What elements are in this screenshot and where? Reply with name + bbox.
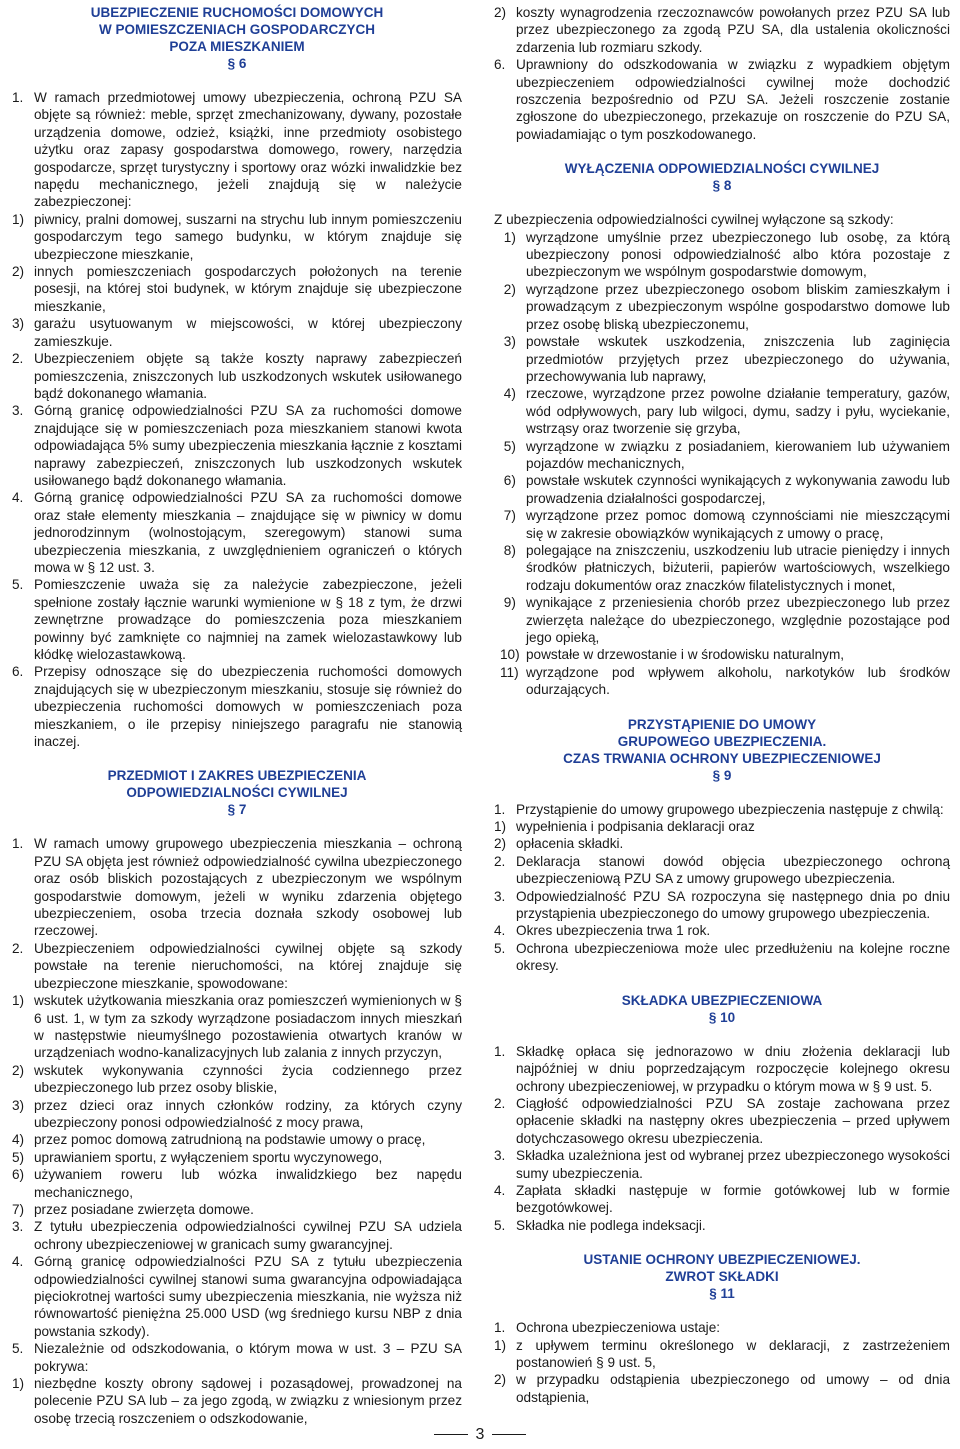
list-item [12,402,462,489]
sub-list-item [494,818,950,835]
item-number: 4. [12,490,24,506]
item-text: Deklaracja stanowi dowód objęcia ubezpieczonego ochroną ubezpieczeniową PZU SA z umowy grupowego ubezpieczenia. [516,853,950,887]
heading-line: USTANIE OCHRONY UBEZPIECZENIOWEJ. [583,1252,861,1268]
section-10-heading [494,992,950,1026]
list-item [12,89,462,211]
item-number: 6) [500,473,516,489]
section-9-heading [494,716,950,784]
item-number: 2. [12,351,24,367]
item-text: niezbędne koszty obrony sądowej i pozasądowej, prowadzonej na polecenie PZU SA lub – za jego zgodą, w związku z wniesionym przez osobę trzecią roszczeniem o odszkodowanie, [34,1376,462,1426]
item-text: wskutek wykonywania czynności życia codziennego przez ubezpieczonego lub przez osoby bliskie, [34,1062,462,1096]
item-text: innych pomieszczeniach gospodarczych położonych na terenie posesji, na której stoi budynek, w którym znajduje się ubezpieczone mieszkanie, [34,264,462,314]
item-text: Górną granicę odpowiedzialności PZU SA za ruchomości domowe oraz stałe elementy mieszkania – znajdujące się w piwnicy w domu jednorodzinnym (wolnostojącym, szeregowym) stanowi suma ubezpieczenia mieszkania, z uwzględnieniem ograniczeń o których mowa w § 12 ust. 3. [34,490,462,575]
item-text: wyrządzone pod wpływem alkoholu, narkotyków lub środków odurzających. [526,664,950,698]
item-number: 5. [12,577,24,593]
item-text: przez pomoc domową zatrudnioną na podstawie umowy o pracę, [34,1132,426,1148]
item-text: Składkę opłaca się jednorazowo w dniu złożenia deklaracji lub najpóźniej w dniu poprzedzającym rozpoczęcie kolejnego okresu ochrony ubezpieczeniowej, w przypadku o którym mowa w § 9 ust. 5. [516,1043,950,1094]
item-number: 1) [494,1337,507,1353]
item-number: 7) [500,508,516,524]
section-8-body [494,229,950,699]
item-text: Składka nie podlega indeksacji. [516,1217,706,1233]
sub-list-item [12,315,462,350]
heading-line: CZAS TRWANIA OCHRONY UBEZPIECZENIOWEJ [563,750,881,766]
item-text: Górną granicę odpowiedzialności PZU SA z tytułu ubezpieczenia odpowiedzialności cywilnej stanowi suma gwarancyjna odpowiadająca pięciokrotnej wartości sumy ubezpieczenia mieszkania, nie wyższa niż równowartość pieniężna 25.000 USD (wg średniego kursu NBP z dnia powstania szkody). [34,1254,462,1339]
heading-line: ODPOWIEDZIALNOŚCI CYWILNEJ [126,785,348,801]
heading-line: PRZEDMIOT I ZAKRES UBEZPIECZENIA [107,768,367,784]
list-item [12,1218,462,1253]
item-text: w przypadku odstąpienia ubezpieczonego od umowy – od dnia odstąpienia, [516,1372,950,1405]
item-text: Odpowiedzialność PZU SA rozpoczyna się następnego dnia po dniu przystąpienia ubezpieczonego do umowy grupowego ubezpieczenia. [516,888,950,922]
list-item [494,1043,950,1095]
list-item [494,801,950,818]
item-number: 8) [500,542,516,558]
sub-list-item [494,835,950,852]
item-number: 5. [494,1217,506,1233]
page-number-text: 3 [475,1426,485,1443]
list-item [494,229,950,281]
list-item [494,646,950,663]
heading-line: GRUPOWEGO UBEZPIECZENIA. [617,733,827,749]
item-number: 6. [12,664,24,680]
item-number: 7) [12,1201,25,1217]
item-text: Przystąpienie do umowy grupowego ubezpieczenia następuje z chwilą: [516,801,944,817]
list-item [494,1095,950,1147]
item-number: 3) [12,1097,25,1113]
item-number: 10) [500,647,520,663]
heading-line: § 11 [709,1286,735,1302]
sub-list-item [494,1371,950,1406]
item-number: 2. [494,853,506,869]
item-text: W ramach umowy grupowego ubezpieczenia mieszkania – ochroną PZU SA objęta jest również odpowiedzialność cywilna ubezpieczonego oraz osób bliskich pozostających z ubezpieczonym we wspólnym gospodarstwie domowym, jeżeli w wyniku zdarzenia objętego ubezpieczeniem, osoba trzecia doznała szkody osobowej lub rzeczowej. [34,836,462,939]
item-number: 3) [500,334,516,350]
page-number [0,1426,960,1444]
sub-list-item [12,263,462,315]
sub-list-item [12,211,462,263]
section-11-body [494,1319,950,1406]
list-item [494,56,950,143]
sub-list-item [12,1375,462,1427]
sub-list-item [494,4,950,56]
item-text: koszty wynagrodzenia rzeczoznawców powołanych przez PZU SA lub przez ubezpieczonego za zgodą PZU SA, dla ustalenia okoliczności zdarzenia lub rozmiaru szkody. [516,5,950,55]
item-number: 3) [12,316,25,332]
sub-list-item [12,1166,462,1201]
list-item [12,940,462,992]
list-item [494,281,950,333]
item-number: 2) [494,836,507,852]
heading-line: § 6 [227,56,247,71]
item-number: 2. [494,1095,506,1111]
item-number: 2. [12,940,24,956]
item-text: opłacenia składki. [516,836,624,852]
section-7-heading [12,767,462,818]
sub-list-item [12,1149,462,1166]
item-number: 4. [12,1254,24,1270]
item-text: Pomieszczenie uważa się za należycie zabezpieczone, jeżeli spełnione zostały łącznie warunki wymienione w § 18 z tym, że drzwi zewnętrzne prowadzące do pomieszczenia poza mieszkaniem powinny być zamknięte co najmniej na zamek wielozastawkowy lub kłódkę wielozastawkową. [34,577,462,662]
item-text: wypełnienia i podpisania deklaracji oraz [516,819,755,835]
footer-rule-right [492,1434,526,1435]
list-item [494,507,950,542]
section-7-body [12,835,462,1427]
item-number: 3. [12,403,24,419]
item-text: wynikające z przeniesienia chorób przez ubezpieczonego lub przez zwierzęta należące do ubezpieczonego, względnie pozostające pod jego opieką, [526,595,950,645]
left-column [12,4,462,1427]
list-item [494,542,950,594]
item-number: 2) [494,5,507,20]
heading-line: § 8 [712,178,732,194]
item-number: 2) [500,281,516,297]
item-number: 9) [500,595,516,611]
section-11-heading [494,1251,950,1302]
heading-line: § 10 [708,1009,736,1025]
section-6-heading [12,4,462,72]
list-item [12,1340,462,1375]
list-item [12,350,462,402]
item-number: 1) [494,819,507,835]
heading-line: POZA MIESZKANIEM [169,39,305,54]
item-number: 4) [500,386,516,402]
item-text: piwnicy, pralni domowej, suszarni na strychu lub innym pomieszczeniu gospodarczym tego samego budynku, w którym znajduje się ubezpieczone mieszkanie, [34,211,462,262]
item-number: 4. [494,1182,506,1198]
list-item [494,888,950,923]
item-number: 1. [12,90,24,105]
list-item [12,1253,462,1340]
item-text: wyrządzone przez pomoc domową czynnościami nie mieszczącymi się w zakresie obowiązków wynikających z umowy o pracę, [526,508,950,541]
heading-line: SKŁADKA UBEZPIECZENIOWA [621,992,823,1008]
item-number: 1) [12,993,25,1009]
item-text: rzeczowe, wyrządzone przez powolne działanie temperatury, gazów, wód odpływowych, pary lub wilgoci, dymu, sadzy i pyłu, wyciekanie, wstrząsy oraz tworzenie się grzyba, [526,386,950,437]
item-text: Ochrona ubezpieczeniowa ustaje: [516,1320,721,1336]
heading-line: § 7 [227,802,247,818]
right-column [494,4,950,1406]
item-text: uprawianiem sportu, z wyłączeniem sportu wyczynowego, [34,1149,383,1165]
list-item [12,576,462,663]
list-item [494,1319,950,1336]
item-text: Ubezpieczeniem objęte są także koszty naprawy zabezpieczeń pomieszczenia, zniszczonych lub uszkodzonych wskutek usiłowanego bądź dokonanego włamania. [34,351,462,401]
sub-list-item [12,1201,462,1218]
section-7-continued [494,4,950,143]
footer-rule-left [434,1434,468,1435]
item-text: Okres ubezpieczenia trwa 1 rok. [516,923,711,939]
heading-line: UBEZPIECZENIE RUCHOMOŚCI DOMOWYCH [90,5,384,20]
item-text: wyrządzone w związku z posiadaniem, kierowaniem lub używaniem pojazdów mechanicznych, [526,438,950,471]
section-9-body [494,801,950,975]
section-8-intro: Z ubezpieczenia odpowiedzialności cywilnej wyłączone są szkody: [494,212,894,228]
item-number: 5) [12,1149,25,1165]
heading-line: § 9 [712,767,732,783]
item-number: 5. [494,940,506,956]
section-8-heading [494,160,950,194]
item-text: Ciągłość odpowiedzialności PZU SA zostaje zachowana przez opłacenie składki na następny okres ubezpieczenia – przed upływem dotychczasowego okresu ubezpieczenia. [516,1095,950,1146]
item-text: przez dzieci oraz innych członków rodziny, za których czyny ubezpieczony ponosi odpowiedzialność z mocy prawa, [34,1097,462,1130]
sub-list-item [12,1062,462,1097]
item-text: Ubezpieczeniem odpowiedzialności cywilnej objęte są szkody powstałe na terenie nieruchomości, na której znajduje się ubezpieczone mieszkanie, spowodowane: [34,940,462,991]
item-number: 1. [494,1320,506,1336]
item-number: 6) [12,1167,25,1183]
item-number: 1. [494,801,506,817]
item-text: wskutek użytkowania mieszkania oraz pomieszczeń wymienionych w § 6 ust. 1, w tym za szkody wyrządzone posiadaczom innych mieszkań w następstwie nieumyślnego pozostawienia otwartych kranów w urządzeniach wodno-kanalizacyjnych lub zalania z innych przyczyn, [34,993,462,1061]
list-item [494,664,950,699]
item-text: Zapłata składki następuje w formie gotówkowej lub w formie bezgotówkowej. [516,1182,950,1216]
sub-list-item [12,1131,462,1148]
item-number: 11) [500,664,519,680]
item-number: 1) [12,1376,25,1392]
item-number: 2) [494,1372,507,1388]
list-item [12,835,462,939]
item-text: garażu usytuowanym w miejscowości, w której ubezpieczony zamieszkuje. [34,316,462,349]
section-10-body [494,1043,950,1234]
item-text: Niezależnie od odszkodowania, o którym mowa w ust. 3 – PZU SA pokrywa: [34,1341,462,1374]
item-number: 1. [494,1043,506,1059]
item-text: Z tytułu ubezpieczenia odpowiedzialności cywilnej PZU SA udziela ochrony ubezpieczeniowej w granicach sumy gwarancyjnej. [34,1219,462,1252]
item-number: 2) [12,1062,25,1078]
item-text: Ochrona ubezpieczeniowa może ulec przedłużeniu na kolejne roczne okresy. [516,940,950,974]
item-text: powstałe wskutek uszkodzenia, zniszczenia lub zaginięcia przedmiotów przyjętych przez ubezpieczonego do używania, przechowywania lub naprawy, [526,334,950,384]
item-number: 4. [494,923,506,939]
item-text: Składka uzależniona jest od wybranej przez ubezpieczonego wysokości sumy ubezpieczenia. [516,1148,950,1181]
sub-list-item [494,1337,950,1372]
list-item [494,333,950,385]
list-item [494,853,950,888]
item-number: 6. [494,57,506,73]
heading-line: PRZYSTĄPIENIE DO UMOWY [627,716,817,732]
list-item [12,489,462,576]
item-number: 5) [500,438,516,454]
list-item [494,438,950,473]
list-item [494,1147,950,1182]
heading-line: WYŁĄCZENIA ODPOWIEDZIALNOŚCI CYWILNEJ [564,161,880,177]
item-text: powstałe wskutek czynności wynikających z wykonywania zawodu lub prowadzenia działalności gospodarczej, [526,473,950,506]
item-text: z upływem terminu określonego w deklaracji, z zastrzeżeniem postanowień § 9 ust. 5, [516,1337,950,1370]
list-item [494,472,950,507]
list-item [494,940,950,975]
item-number: 5. [12,1341,24,1357]
item-text: W ramach przedmiotowej umowy ubezpieczenia, ochroną PZU SA objęte są również: meble, sprzęt zmechanizowany, dywany, pozostałe urządzenia domowe, odzież, książki, inne przedmioty osobistego użytku oraz zapasy gospodarstwa domowego, rowery, narzędzia gospodarcze, sprzęt turystyczny i sportowy oraz wózki inwalidzkie bez napędu mechanicznego, jeżeli znajdują się w należycie zabezpieczonej: [34,90,462,210]
item-text: wyrządzone przez ubezpieczonego osobom bliskim zamieszkałym i prowadzącym z ubezpieczonym wspólne gospodarstwo domowe lub przez osobę bliską ubezpieczonemu, [526,281,950,332]
item-number: 1) [500,229,516,245]
list-item [494,1182,950,1217]
list-item [494,594,950,646]
item-number: 4) [12,1132,25,1148]
sub-list-item [12,992,462,1062]
heading-line: W POMIESZCZENIACH GOSPODARCZYCH [98,22,375,37]
section-6-body [12,89,462,750]
item-text: Górną granicę odpowiedzialności PZU SA za ruchomości domowe znajdujące się w pomieszczeniach poza mieszkaniem stanowi kwota odpowiadająca 5% sumy ubezpieczenia mieszkania łącznie z kosztami naprawy zabezpieczeń, zniszczonych lub uszkodzonych wskutek usiłowanego bądź dokonanego włamania. [34,403,462,488]
item-text: polegające na zniszczeniu, uszkodzeniu lub utracie pieniędzy i innych środków płatniczych, biżuterii, papierów wartościowych, wszelkiego rodzaju dokumentów oraz znaczków filatelistycznych i monet, [526,542,950,593]
item-text: przez posiadane zwierzęta domowe. [34,1201,254,1217]
item-number: 1. [12,836,24,852]
item-number: 3. [12,1219,24,1235]
item-number: 3. [494,1148,506,1164]
item-text: wyrządzone umyślnie przez ubezpieczonego lub osobę, za którą ubezpieczony ponosi odpowiedzialność albo która pozostaje z ubezpieczonym we wspólnym gospodarstwie domowym, [526,229,950,280]
item-text: Uprawniony do odszkodowania w związku z wypadkiem objętym ubezpieczeniem odpowiedzialności cywilnej może dochodzić roszczenia bezpośrednio od PZU SA. Jeżeli roszczenie zostanie zgłoszone do ubezpieczonego, przekazuje on roszczenie do PZU SA, powiadamiając o tym poszkodowanego. [516,57,950,142]
item-number: 3. [494,888,506,904]
sub-list-item [12,1097,462,1132]
list-item [494,1217,950,1234]
list-item [12,663,462,750]
list-item [494,385,950,437]
item-number: 1) [12,211,25,227]
item-text: powstałe w drzewostanie i w środowisku naturalnym, [526,647,845,663]
item-text: Przepisy odnoszące się do ubezpieczenia ruchomości domowych znajdujących się w ubezpieczonym mieszkaniu, stosuje się również do ubezpieczenia ruchomości domowych w pomieszczeniach poza mieszkaniem, o ile przepisy niniejszego paragrafu nie stanowią inaczej. [34,664,462,750]
list-item [494,922,950,939]
heading-line: ZWROT SKŁADKI [665,1269,779,1285]
item-number: 2) [12,264,25,280]
item-text: używaniem roweru lub wózka inwalidzkiego bez napędu mechanicznego, [34,1167,462,1200]
